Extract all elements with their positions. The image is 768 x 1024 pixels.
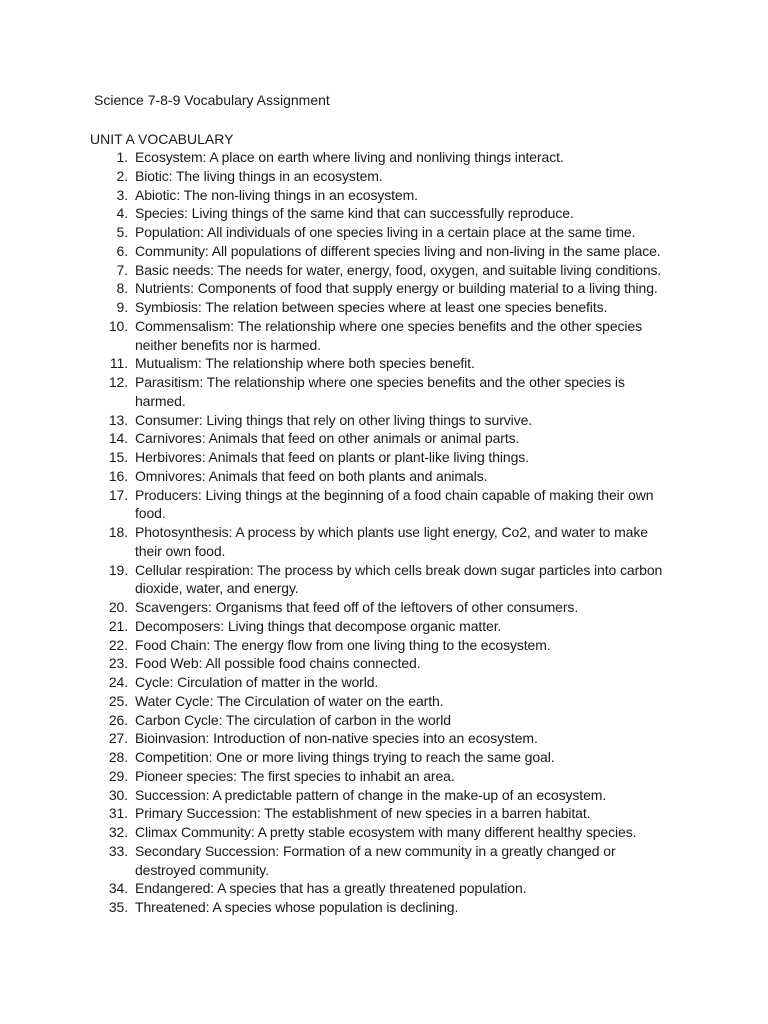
- vocabulary-list: [0, 148, 768, 917]
- list-item: [0, 261, 675, 280]
- list-item: [0, 354, 675, 373]
- list-item: [0, 486, 675, 524]
- list-item: [0, 523, 675, 561]
- list-item: [0, 411, 675, 430]
- list-item-number: 6.: [116, 242, 128, 259]
- list-item-number: 15.: [108, 449, 128, 465]
- list-item: [0, 748, 675, 767]
- list-item-number: 19.: [108, 561, 128, 578]
- list-item: [0, 317, 675, 355]
- list-item: [0, 298, 675, 317]
- list-item-number: 12.: [108, 374, 128, 390]
- list-item: [0, 654, 675, 673]
- unit-heading: UNIT A VOCABULARY: [90, 131, 234, 147]
- list-item-number: 3.: [116, 186, 128, 203]
- list-item-number: 29.: [108, 767, 128, 784]
- list-item: [0, 786, 675, 805]
- list-item-text: Mutualism: The relationship where both species benefit.: [135, 355, 475, 372]
- list-item-number: 25.: [108, 692, 128, 709]
- list-item-text: Commensalism: The relationship where one species benefits and the other species neither benefits nor is harmed.: [135, 317, 643, 353]
- list-item: [0, 711, 675, 730]
- list-item-number: 13.: [108, 411, 128, 428]
- list-item-text: Consumer: Living things that rely on other living things to survive.: [135, 411, 533, 428]
- list-item-number: 31.: [108, 805, 128, 822]
- list-item: [0, 223, 675, 242]
- list-item-number: 10.: [108, 317, 128, 334]
- list-item-text: Herbivores: Animals that feed on plants or plant-like living things.: [135, 449, 529, 465]
- list-item-text: Abiotic: The non-living things in an ecosystem.: [135, 186, 418, 203]
- list-item-text: Endangered: A species that has a greatly threatened population.: [135, 880, 527, 897]
- list-item: [0, 561, 675, 599]
- list-item-number: 5.: [116, 224, 128, 240]
- list-item: [0, 692, 675, 711]
- list-item-text: Basic needs: The needs for water, energy, food, oxygen, and suitable living conditions.: [135, 261, 662, 278]
- list-item-number: 33.: [108, 842, 128, 859]
- list-item: [0, 167, 675, 186]
- list-item: [0, 279, 675, 298]
- list-item-text: Producers: Living things at the beginning of a food chain capable of making their own food.: [135, 486, 654, 522]
- list-item: [0, 148, 675, 167]
- list-item: [0, 617, 675, 636]
- list-item-number: 17.: [108, 486, 128, 503]
- list-item: [0, 898, 675, 917]
- list-item-text: Pioneer species: The first species to inhabit an area.: [135, 767, 455, 784]
- list-item-text: Food Chain: The energy flow from one living thing to the ecosystem.: [135, 636, 551, 653]
- list-item-text: Carnivores: Animals that feed on other animals or animal parts.: [135, 430, 520, 447]
- list-item-number: 20.: [108, 599, 128, 615]
- list-item-text: Omnivores: Animals that feed on both plants and animals.: [135, 467, 488, 484]
- list-item-text: Cycle: Circulation of matter in the world.: [135, 674, 379, 690]
- list-item-number: 4.: [116, 205, 128, 222]
- list-item-text: Biotic: The living things in an ecosystem.: [135, 167, 383, 184]
- list-item: [0, 448, 675, 467]
- list-item-number: 16.: [108, 467, 128, 484]
- list-item-text: Water Cycle: The Circulation of water on the earth.: [135, 692, 444, 709]
- list-item-text: Competition: One or more living things trying to reach the same goal.: [135, 749, 555, 765]
- list-item-number: 35.: [108, 899, 128, 915]
- list-item: [0, 186, 675, 205]
- list-item-number: 27.: [108, 730, 128, 747]
- list-item: [0, 429, 675, 448]
- list-item-text: Secondary Succession: Formation of a new community in a greatly changed or destroyed community.: [135, 842, 616, 878]
- list-item: [0, 467, 675, 486]
- list-item-number: 22.: [108, 636, 128, 653]
- list-item-text: Nutrients: Components of food that supply energy or building material to a living thing.: [135, 280, 658, 297]
- list-item-number: 30.: [108, 786, 128, 803]
- list-item-text: Photosynthesis: A process by which plants use light energy, Co2, and water to make their own food.: [135, 524, 648, 559]
- list-item: [0, 842, 675, 880]
- list-item: [0, 636, 675, 655]
- list-item-number: 23.: [108, 655, 128, 672]
- list-item: [0, 373, 675, 411]
- list-item-text: Parasitism: The relationship where one species benefits and the other species is harmed.: [135, 374, 625, 409]
- list-item: [0, 242, 675, 261]
- list-item-text: Ecosystem: A place on earth where living and nonliving things interact.: [135, 149, 564, 165]
- list-item-text: Species: Living things of the same kind that can successfully reproduce.: [135, 205, 574, 222]
- list-item-number: 11.: [109, 355, 128, 372]
- list-item-number: 18.: [108, 524, 128, 540]
- list-item-number: 26.: [108, 711, 128, 728]
- list-item: [0, 823, 675, 842]
- list-item-number: 14.: [108, 430, 128, 447]
- list-item-number: 2.: [116, 167, 128, 184]
- list-item-number: 34.: [108, 880, 128, 897]
- list-item-text: Succession: A predictable pattern of change in the make-up of an ecosystem.: [135, 786, 607, 803]
- list-item-number: 28.: [108, 749, 128, 765]
- list-item: [0, 598, 675, 617]
- list-item-number: 1.: [116, 149, 128, 165]
- list-item-text: Food Web: All possible food chains connected.: [135, 655, 421, 672]
- list-item-text: Scavengers: Organisms that feed off of the leftovers of other consumers.: [135, 599, 579, 615]
- list-item: [0, 879, 675, 898]
- list-item: [0, 729, 675, 748]
- list-item-text: Population: All individuals of one species living in a certain place at the same time.: [135, 224, 636, 240]
- list-item: [0, 804, 675, 823]
- list-item-number: 8.: [116, 280, 128, 297]
- list-item-number: 21.: [108, 617, 128, 634]
- list-item-text: Cellular respiration: The process by which cells break down sugar particles into carbon dioxide, water, and energy.: [135, 561, 663, 597]
- list-item-text: Climax Community: A pretty stable ecosystem with many different healthy species.: [135, 824, 637, 840]
- list-item-number: 7.: [116, 261, 128, 278]
- list-item-number: 9.: [116, 299, 128, 315]
- list-item-text: Carbon Cycle: The circulation of carbon in the world: [135, 711, 451, 728]
- list-item-number: 32.: [108, 824, 128, 840]
- document-title: Science 7-8-9 Vocabulary Assignment: [94, 92, 330, 108]
- list-item-text: Decomposers: Living things that decompose organic matter.: [135, 617, 502, 634]
- list-item-number: 24.: [108, 674, 128, 690]
- list-item: [0, 767, 675, 786]
- list-item: [0, 204, 675, 223]
- list-item-text: Bioinvasion: Introduction of non-native species into an ecosystem.: [135, 730, 538, 747]
- list-item-text: Symbiosis: The relation between species where at least one species benefits.: [135, 299, 608, 315]
- list-item-text: Primary Succession: The establishment of new species in a barren habitat.: [135, 805, 591, 822]
- list-item-text: Threatened: A species whose population is declining.: [135, 899, 459, 915]
- list-item: [0, 673, 675, 692]
- list-item-text: Community: All populations of different species living and non-living in the same place.: [135, 242, 661, 259]
